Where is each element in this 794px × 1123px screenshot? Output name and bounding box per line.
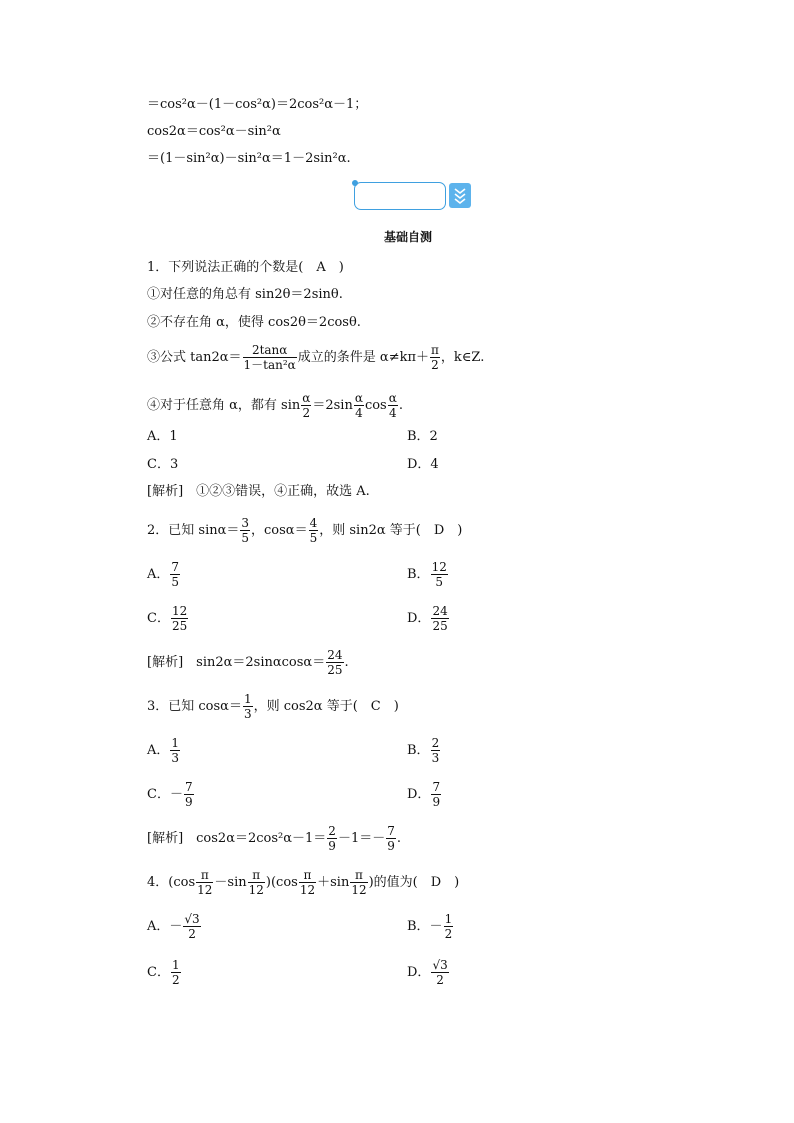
q4-twelve-3: 12 bbox=[299, 883, 316, 897]
q4-twelve-4: 12 bbox=[351, 883, 367, 897]
q4-pi-2: π bbox=[248, 868, 265, 883]
q4-d-label: D． bbox=[407, 965, 431, 980]
derivation-line-3: ＝(1－sin²α)－sin²α＝1－2sin²α. bbox=[147, 151, 351, 166]
q4-option-a[interactable] bbox=[147, 912, 202, 941]
q4-frac-2 bbox=[248, 868, 265, 897]
q2-option-b[interactable] bbox=[407, 560, 449, 589]
q2-b-den: 5 bbox=[435, 575, 444, 589]
q2-cos-den: 5 bbox=[309, 531, 318, 545]
q1-s3-denominator: 1－tan²α bbox=[243, 358, 296, 372]
q1-statement-1: ①对任意的角总有 sin2θ＝2sinθ. bbox=[147, 287, 343, 302]
q1-s4-frac-3 bbox=[388, 391, 398, 420]
q4-a-label: A．－ bbox=[147, 919, 183, 934]
q2-stem-middle: ，cosα＝ bbox=[251, 523, 308, 538]
q4-pi-4: π bbox=[350, 868, 367, 883]
q1-s4-frac-2 bbox=[354, 391, 364, 420]
q4-option-b[interactable] bbox=[407, 912, 454, 941]
q3-cos-den: 3 bbox=[243, 707, 252, 721]
q2-option-d[interactable] bbox=[407, 604, 450, 633]
q2-c-den: 25 bbox=[171, 619, 188, 633]
q1-s4-two: 2 bbox=[302, 406, 311, 420]
q3-option-b[interactable] bbox=[407, 736, 441, 765]
q1-s3-pi-fraction bbox=[430, 343, 440, 372]
q4-part-3: )(cos bbox=[265, 875, 298, 890]
q4-frac-3 bbox=[299, 868, 316, 897]
q4-part-1: 4．(cos bbox=[147, 875, 196, 890]
q3-stem bbox=[147, 692, 399, 721]
q2-d-fraction bbox=[431, 604, 448, 633]
q2-b-num: 12 bbox=[431, 560, 447, 574]
q2-analysis bbox=[147, 648, 349, 677]
section-title: 基础自测 bbox=[384, 230, 433, 244]
q3-b-label: B． bbox=[407, 743, 430, 758]
q1-option-b[interactable]: B．2 bbox=[407, 429, 438, 444]
q2-sin-num: 3 bbox=[241, 516, 250, 530]
q2-option-c[interactable] bbox=[147, 604, 189, 633]
q3-analysis-fraction-1 bbox=[327, 824, 337, 853]
q1-option-a[interactable]: A．1 bbox=[147, 429, 178, 444]
q4-d-num: √3 bbox=[432, 958, 448, 972]
q4-b-den: 2 bbox=[444, 927, 453, 941]
q3-a-den: 3 bbox=[171, 751, 180, 765]
q2-a-label: A． bbox=[147, 567, 170, 582]
q3-b-fraction bbox=[431, 736, 441, 765]
q4-c-num: 1 bbox=[171, 958, 180, 972]
q3-analysis-num-2: 7 bbox=[387, 824, 395, 838]
q3-a-fraction bbox=[170, 736, 180, 765]
q3-d-label: D． bbox=[407, 787, 431, 802]
q2-analysis-den: 25 bbox=[327, 663, 343, 677]
q2-a-den: 5 bbox=[171, 575, 180, 589]
q1-s4-alpha-2: α bbox=[354, 391, 363, 405]
q3-analysis-fraction-2 bbox=[386, 824, 396, 853]
q2-analysis-prefix: [解析] sin2α＝2sinαcosα＝ bbox=[147, 655, 326, 670]
q1-s4-four-1: 4 bbox=[355, 406, 363, 420]
double-chevron-down-icon[interactable] bbox=[449, 183, 471, 208]
q3-a-num: 1 bbox=[171, 736, 180, 750]
q1-option-d[interactable]: D．4 bbox=[407, 457, 439, 472]
q2-b-fraction bbox=[431, 560, 448, 589]
q2-analysis-num: 24 bbox=[327, 648, 343, 662]
q2-option-a[interactable] bbox=[147, 560, 181, 589]
section-title-box bbox=[354, 182, 446, 210]
derivation-line-1: ＝cos²α－(1－cos²α)＝2cos²α－1； bbox=[147, 97, 368, 112]
q1-s4-alpha-1: α bbox=[302, 391, 311, 405]
q2-c-num: 12 bbox=[171, 604, 188, 618]
q1-s4-four-2: 4 bbox=[388, 406, 397, 420]
q2-d-num: 24 bbox=[432, 604, 448, 618]
q1-s4-end: . bbox=[398, 398, 403, 413]
q3-d-num: 7 bbox=[432, 780, 441, 794]
q4-a-num: √3 bbox=[184, 912, 200, 926]
q4-twelve-1: 12 bbox=[197, 883, 213, 897]
q2-stem-suffix: ，则 sin2α 等于( D ) bbox=[319, 523, 463, 538]
q3-a-label: A． bbox=[147, 743, 170, 758]
q4-b-label: B．－ bbox=[407, 919, 443, 934]
q3-analysis-den-1: 9 bbox=[328, 839, 336, 853]
q4-b-num: 1 bbox=[444, 912, 453, 926]
q1-s3-prefix: ③公式 tan2α＝ bbox=[147, 350, 242, 365]
q1-s3-fraction bbox=[243, 343, 297, 372]
q4-frac-4 bbox=[350, 868, 367, 897]
q2-a-fraction bbox=[170, 560, 180, 589]
q2-analysis-fraction bbox=[326, 648, 343, 677]
q4-c-den: 2 bbox=[171, 973, 180, 987]
q1-s3-pi: π bbox=[431, 343, 439, 357]
q3-option-d[interactable] bbox=[407, 780, 442, 809]
q4-part-5: )的值为( D ) bbox=[368, 875, 460, 890]
q3-analysis bbox=[147, 824, 401, 853]
q4-twelve-2: 12 bbox=[248, 883, 264, 897]
q1-s3-suffix: ，k∈Z. bbox=[440, 350, 485, 365]
q4-a-fraction bbox=[183, 912, 200, 941]
q4-pi-1: π bbox=[196, 868, 213, 883]
q4-d-fraction bbox=[431, 958, 448, 987]
q3-option-c[interactable] bbox=[147, 780, 195, 809]
q4-part-4: ＋sin bbox=[317, 875, 350, 890]
q1-option-c[interactable]: C．3 bbox=[147, 457, 179, 472]
q1-s3-numerator: 2tanα bbox=[243, 343, 297, 358]
q1-s4-frac-1 bbox=[301, 391, 311, 420]
q4-d-den: 2 bbox=[436, 973, 444, 987]
q4-stem bbox=[147, 868, 459, 897]
q2-cos-num: 4 bbox=[309, 516, 318, 530]
q4-option-d[interactable] bbox=[407, 958, 450, 987]
q3-analysis-middle: －1＝－ bbox=[337, 831, 386, 846]
q3-c-label: C．－ bbox=[147, 787, 183, 802]
q3-b-den: 3 bbox=[431, 751, 440, 765]
q2-a-num: 7 bbox=[171, 560, 180, 574]
q1-statement-4 bbox=[147, 391, 403, 420]
q2-c-fraction bbox=[171, 604, 188, 633]
q3-analysis-prefix: [解析] cos2α＝2cos²α－1＝ bbox=[147, 831, 327, 846]
q2-cos-fraction bbox=[309, 516, 319, 545]
q4-a-den: 2 bbox=[188, 927, 196, 941]
q2-d-label: D． bbox=[407, 611, 431, 626]
section-dot-icon bbox=[352, 180, 358, 186]
q4-pi-3: π bbox=[299, 868, 316, 883]
q3-c-fraction bbox=[184, 780, 194, 809]
q2-analysis-end: . bbox=[344, 655, 349, 670]
q4-c-label: C． bbox=[147, 965, 170, 980]
q4-part-2: －sin bbox=[214, 875, 247, 890]
q3-option-a[interactable] bbox=[147, 736, 181, 765]
q4-option-c[interactable] bbox=[147, 958, 182, 987]
q3-c-den: 9 bbox=[184, 795, 193, 809]
q2-stem-prefix: 2．已知 sinα＝ bbox=[147, 523, 240, 538]
q3-c-num: 7 bbox=[184, 780, 193, 794]
q2-sin-fraction bbox=[240, 516, 250, 545]
q3-analysis-den-2: 9 bbox=[387, 839, 395, 853]
q1-s4-alpha-3: α bbox=[388, 391, 397, 405]
q3-d-fraction bbox=[431, 780, 441, 809]
q1-statement-2: ②不存在角 α，使得 cos2θ＝2cosθ. bbox=[147, 315, 361, 330]
derivation-line-2: cos2α＝cos²α－sin²α bbox=[147, 124, 281, 139]
q3-analysis-end: . bbox=[396, 831, 401, 846]
q3-b-num: 2 bbox=[431, 736, 440, 750]
q4-b-fraction bbox=[444, 912, 454, 941]
q4-frac-1 bbox=[196, 868, 213, 897]
q3-stem-suffix: ，则 cos2α 等于( C ) bbox=[253, 699, 399, 714]
q2-stem bbox=[147, 516, 462, 545]
q1-statement-3 bbox=[147, 343, 484, 372]
q2-c-label: C． bbox=[147, 611, 170, 626]
q1-stem: 1．下列说法正确的个数是( A ) bbox=[147, 260, 344, 275]
q2-sin-den: 5 bbox=[241, 531, 250, 545]
q3-cos-num: 1 bbox=[243, 692, 252, 706]
q1-s4-middle: ＝2sin bbox=[312, 398, 353, 413]
q3-analysis-num-1: 2 bbox=[328, 824, 336, 838]
q4-c-fraction bbox=[171, 958, 181, 987]
q2-d-den: 25 bbox=[432, 619, 448, 633]
q3-cos-fraction bbox=[243, 692, 253, 721]
q1-s4-cos: cos bbox=[364, 398, 387, 413]
q1-s4-prefix: ④对于任意角 α，都有 sin bbox=[147, 398, 301, 413]
q3-d-den: 9 bbox=[432, 795, 441, 809]
q1-s3-middle: 成立的条件是 α≠kπ＋ bbox=[297, 350, 430, 365]
q1-analysis: [解析] ①②③错误，④正确，故选 A. bbox=[147, 484, 370, 499]
q3-stem-prefix: 3．已知 cosα＝ bbox=[147, 699, 242, 714]
q1-s3-two: 2 bbox=[431, 358, 439, 372]
q2-b-label: B． bbox=[407, 567, 430, 582]
